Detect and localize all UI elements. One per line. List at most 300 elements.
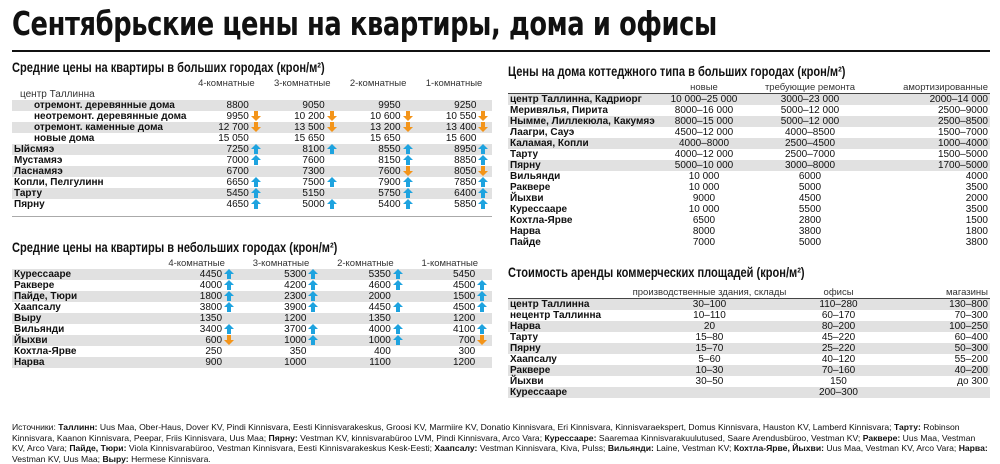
small_cities-cell-trend xyxy=(308,346,323,357)
big_cities-cell-value: 7850 xyxy=(454,177,477,188)
sources-label: Источники: xyxy=(12,422,56,432)
arrow-up-icon xyxy=(477,280,487,290)
commercial-cell-value: 130–800 xyxy=(889,299,990,311)
small_cities-cell-value: 4450 xyxy=(368,302,391,313)
small_cities-cell-value: 5300 xyxy=(239,269,309,280)
small_cities-cell-value: 350 xyxy=(289,346,307,357)
commercial-cell-value: 10–110 xyxy=(693,310,726,321)
small_cities-row xyxy=(12,335,492,346)
cottages-row xyxy=(508,160,990,171)
small_cities-cell-value: 1200 xyxy=(239,313,309,324)
cottages-header-row xyxy=(508,82,990,94)
cottages-panel xyxy=(508,64,990,248)
big_cities-cell-value: 7900 xyxy=(378,177,401,188)
cottages-cell-value: 4000–8000 xyxy=(658,138,750,149)
cottages-heading: Цены на дома коттеджного типа в больших городах (крон/м²) xyxy=(508,64,846,79)
arrow-down-icon xyxy=(477,335,487,345)
small_cities-cell-value: 4500 xyxy=(452,280,476,291)
big_cities-cell-value: 15 050 xyxy=(218,133,249,144)
big_cities-cell-value: 5750 xyxy=(340,188,402,199)
small_cities-cell-value: 5350 xyxy=(323,269,393,280)
big_cities-cell-value: 8050 xyxy=(416,166,478,177)
commercial-cell-value: 60–400 xyxy=(954,332,988,343)
commercial-row xyxy=(508,354,990,365)
commercial-row-name: Раквере xyxy=(508,365,631,376)
cottages-cell-value: 3000–8000 xyxy=(750,160,870,171)
small_cities-cell-value: 1000 xyxy=(323,335,393,346)
small_cities-cell-trend xyxy=(224,324,239,335)
cottages-cell-value: 5000–10 000 xyxy=(658,160,750,171)
small_cities-cell-trend xyxy=(308,324,323,335)
commercial-cell-value: 40–120 xyxy=(821,354,856,365)
commercial-cell-value: до 300 xyxy=(957,376,988,387)
sources-agencies: Uus Maa, Vestman KV, Arco Vara; xyxy=(826,443,957,453)
big_cities-cell-value: 7250 xyxy=(188,144,250,155)
big_cities-row-name: отремонт. каменные дома xyxy=(12,122,188,133)
commercial-row-name: нецентр Таллинна xyxy=(510,310,602,321)
cottages-row-name: Пярну xyxy=(508,160,658,171)
small_cities-cell-value: 400 xyxy=(374,346,391,357)
cottages-cell-value: 6500 xyxy=(692,215,716,226)
commercial-cell-value: 100–250 xyxy=(889,321,990,332)
cottages-cell-value: 4000–8500 xyxy=(784,127,836,138)
small_cities-row-name: Выру xyxy=(12,313,154,324)
small_cities-cell-trend xyxy=(224,313,239,324)
small_cities-cell-trend xyxy=(308,302,323,313)
cottages-row xyxy=(508,116,990,127)
commercial-cell-value: 80–200 xyxy=(788,321,888,332)
commercial-cell-value: 110–280 xyxy=(788,299,888,311)
small_cities-col-header: 2-комнатные xyxy=(337,258,394,269)
big_cities-cell-value: 6650 xyxy=(226,177,249,188)
commercial-cell-value: 45–220 xyxy=(821,332,856,343)
big_cities-cell-value: 13 500 xyxy=(264,122,326,133)
commercial-col-header: производственные здания, склады xyxy=(632,287,787,298)
commercial-row xyxy=(508,365,990,376)
cottages-row xyxy=(508,237,990,248)
big_cities-cell-value: 9050 xyxy=(264,100,326,111)
arrow-up-icon xyxy=(224,302,234,312)
small_cities-cell-trend xyxy=(393,269,408,280)
small_cities-row-name: Йыхви xyxy=(12,335,154,346)
sources-agencies: Vestman Kinnisvara, Kiva, Pulss; xyxy=(479,443,606,453)
sources-city: Выру: xyxy=(102,453,129,464)
cottages-cell-value: 10 000 xyxy=(688,204,720,215)
cottages-row xyxy=(508,127,990,138)
small_cities-cell-value: 1200 xyxy=(408,313,478,324)
big_cities-cell-value: 9250 xyxy=(416,100,478,111)
arrow-up-icon xyxy=(308,280,318,290)
arrow-up-icon xyxy=(308,269,318,279)
big-cities-heading: Средние цены на квартиры в больших городах (крон/м²) xyxy=(12,60,325,75)
arrow-up-icon xyxy=(308,324,318,334)
small_cities-row xyxy=(12,346,492,357)
small_cities-cell-value: 1000 xyxy=(239,357,309,368)
small_cities-cell-trend xyxy=(393,357,408,368)
commercial-cell-value: 10–30 xyxy=(631,365,789,376)
small_cities-cell-trend xyxy=(393,291,408,302)
small_cities-cell-value: 4450 xyxy=(154,269,224,280)
small_cities-cell-value: 3400 xyxy=(199,324,223,335)
cottages-row xyxy=(508,182,990,193)
cottages-cell-value: 2500–4500 xyxy=(750,138,870,149)
small_cities-row xyxy=(12,313,492,324)
commercial-row xyxy=(508,387,990,398)
small_cities-cell-value: 250 xyxy=(205,346,223,357)
sources-city: Кохтла-Ярве, Йыхви: xyxy=(733,443,824,453)
small_cities-cell-trend xyxy=(393,335,408,346)
arrow-up-icon xyxy=(308,302,318,312)
sources-agencies: Robinson Kinnisvara, Kaanon Kinnisvara, Peepar, Friis Kinnisvara, Uus Maa; xyxy=(12,422,960,443)
small_cities-cell-trend xyxy=(393,280,408,291)
small_cities-cell-trend xyxy=(224,357,239,368)
cottages-row xyxy=(508,204,990,215)
cottages-row-name: Раквере xyxy=(510,182,551,193)
cottages-row-name: Пайде xyxy=(510,237,541,248)
cottages-cell-value: 5500 xyxy=(798,204,822,215)
small_cities-row-name: Раквере xyxy=(14,280,55,291)
cottages-cell-value: 3800 xyxy=(965,237,988,248)
big_cities-cell-value: 8550 xyxy=(340,144,402,155)
small_cities-cell-value: 300 xyxy=(458,346,476,357)
cottages-cell-value: 8000–16 000 xyxy=(674,105,734,116)
sources-agencies: Uus Maa, Ober-Haus, Dover KV, Pindi Kinnisvara, Eesti Kinnisvarakeskus, Groosi KV, Marmiire KV, Donatio Kinnisvara, Eri Kinnisvara, Kinnisvaraekspert, Domus Kinnisvara, Hauston KV, Lamberd Kinnisvara; xyxy=(99,422,892,432)
small_cities-cell-trend xyxy=(477,269,492,280)
sources-agencies: Viola Kinnisvarabüroo, Vestman Kinnisvara, Eesti Kinnisvarakeskus Kesk-Eesti; xyxy=(128,443,432,453)
commercial-row xyxy=(508,310,990,321)
cottages-row-name: Кохтла-Ярве xyxy=(510,215,573,226)
arrow-up-icon xyxy=(393,335,403,345)
commercial-header-row xyxy=(508,287,990,299)
cottages-cell-value: 1500 xyxy=(965,215,988,226)
cottages-col-header: новые xyxy=(690,82,718,93)
cottages-cell-value: 3800 xyxy=(798,226,822,237)
arrow-up-icon xyxy=(477,291,487,301)
big_cities-cell-value: 7600 xyxy=(302,155,325,166)
big_cities-cell-value: 8100 xyxy=(264,144,326,155)
small_cities-cell-trend xyxy=(224,280,239,291)
big_cities-cell-value: 6700 xyxy=(188,166,250,177)
cottages-cell-value: 8000–15 000 xyxy=(658,116,750,127)
cottages-cell-value: 9000 xyxy=(692,193,716,204)
small_cities-col-header: 4-комнатные xyxy=(168,258,225,269)
small_cities-cell-trend xyxy=(308,291,323,302)
small_cities-cell-value: 4500 xyxy=(452,302,476,313)
small_cities-cell-trend xyxy=(393,313,408,324)
cottages-row xyxy=(508,193,990,204)
cottages-col-header: амортизированные xyxy=(903,82,988,93)
cottages-cell-value: 10 000 xyxy=(688,171,720,182)
cottages-row-name: центр Таллинна, Кадриорг xyxy=(508,94,658,106)
commercial-row xyxy=(508,376,990,387)
cottages-cell-value: 1500–5000 xyxy=(937,149,988,160)
small_cities-cell-value: 900 xyxy=(154,357,224,368)
small_cities-cell-trend xyxy=(477,291,492,302)
commercial-row-name: Курессааре xyxy=(508,387,631,398)
big_cities-cell-value: 5150 xyxy=(264,188,326,199)
cottages-cell-value: 5000 xyxy=(798,182,822,193)
commercial-cell-value xyxy=(631,387,789,398)
arrow-up-icon xyxy=(224,269,234,279)
small_cities-col-header: 3-комнатные xyxy=(252,258,310,269)
big_cities-cell-value: 5850 xyxy=(454,199,477,210)
small_cities-cell-value: 1200 xyxy=(408,357,478,368)
small_cities-row-name: Пайде, Тюри xyxy=(12,291,154,302)
cottages-cell-value: 1500–7000 xyxy=(937,127,988,138)
sources-city: Таллинн: xyxy=(58,422,98,432)
small_cities-cell-value: 4600 xyxy=(368,280,391,291)
small_cities-row xyxy=(12,269,492,280)
cottages-row-name: Тарту xyxy=(510,149,539,160)
small_cities-row xyxy=(12,291,492,302)
big_cities-cell-value: 10 550 xyxy=(445,111,477,122)
cottages-row-name: Меривялья, Пирита xyxy=(510,105,608,116)
commercial-cell-value: 50–300 xyxy=(889,343,990,354)
cottages-cell-value: 2800 xyxy=(798,215,822,226)
big_cities-cell-value: 13 400 xyxy=(416,122,478,133)
big_cities-cell-value: 7300 xyxy=(264,166,326,177)
cottages-cell-value: 3000–23 000 xyxy=(750,94,870,106)
cottages-row-name: Нымме, Лиллекюла, Какумяэ xyxy=(508,116,658,127)
small_cities-header-blank xyxy=(12,258,154,269)
sources-agencies: Vestman KV, kinnisvarabüroo LVM, Pindi Kinnisvara, Arco Vara; xyxy=(300,432,543,443)
small_cities-header-row xyxy=(12,258,492,269)
big_cities-row-name: Мустамяэ xyxy=(14,155,63,166)
sources-agencies: Uus Maa, Vestman KV, Arco Vara; xyxy=(12,432,976,453)
small_cities-row xyxy=(12,280,492,291)
small_cities-row-name: Хаапсалу xyxy=(14,302,61,313)
sources-agencies: Laine, Vestman KV; xyxy=(656,443,732,453)
big_cities-col-header: 3-комнатные xyxy=(273,78,331,89)
cottages-cell-value: 4500 xyxy=(798,193,822,204)
small_cities-cell-value: 1350 xyxy=(154,313,224,324)
cottages-cell-value: 10 000 xyxy=(688,182,720,193)
big-cities-frame xyxy=(12,76,492,217)
small_cities-cell-trend xyxy=(224,291,239,302)
small_cities-cell-value: 4100 xyxy=(452,324,476,335)
commercial-cell-value: 40–200 xyxy=(889,365,990,376)
small_cities-cell-trend xyxy=(477,302,492,313)
cottages-row xyxy=(508,171,990,182)
small_cities-cell-trend xyxy=(477,346,492,357)
cottages-row xyxy=(508,105,990,116)
arrow-down-icon xyxy=(224,335,234,345)
arrow-up-icon xyxy=(393,324,403,334)
sources-city: Раквере: xyxy=(862,432,901,443)
commercial-cell-value: 70–160 xyxy=(788,365,888,376)
big_cities-col-header: 2-комнатные xyxy=(349,78,407,89)
arrow-up-icon xyxy=(393,269,403,279)
cottages-row xyxy=(508,226,990,237)
commercial-row-name: центр Таллинна xyxy=(508,299,631,311)
cottages-cell-value: 8000 xyxy=(692,226,716,237)
small_cities-cell-value: 3700 xyxy=(284,324,307,335)
small-cities-table xyxy=(12,258,492,368)
commercial-cell-value: 30–100 xyxy=(631,299,789,311)
commercial-cell-value: 20 xyxy=(631,321,789,332)
big_cities-cell-value: 5000 xyxy=(302,199,325,210)
commercial-cell-value: 55–200 xyxy=(954,354,988,365)
arrow-up-icon xyxy=(224,280,234,290)
arrow-up-icon xyxy=(477,324,487,334)
cottages-cell-value: 4000 xyxy=(965,171,988,182)
cottages-cell-value: 1700–5000 xyxy=(870,160,990,171)
small_cities-cell-trend xyxy=(393,302,408,313)
sources-city: Тарту: xyxy=(893,422,921,432)
cottages-cell-value: 3500 xyxy=(965,182,988,193)
cottages-cell-value: 5000–12 000 xyxy=(750,116,870,127)
small_cities-cell-trend xyxy=(224,346,239,357)
arrow-up-icon xyxy=(477,302,487,312)
small_cities-cell-trend xyxy=(308,335,323,346)
cottages-col-header: требующие ремонта xyxy=(764,82,856,93)
big_cities-cell-value: 5400 xyxy=(378,199,401,210)
commercial-cell-value: 150 xyxy=(830,376,847,387)
small_cities-row xyxy=(12,324,492,335)
big_cities-row-name: Копли, Пелгулинн xyxy=(14,177,104,188)
small_cities-cell-trend xyxy=(477,357,492,368)
small_cities-cell-value: 1100 xyxy=(323,357,393,368)
cottages-row xyxy=(508,94,990,106)
commercial-row xyxy=(508,332,990,343)
commercial-col-header: магазины xyxy=(946,287,988,298)
small_cities-cell-value: 1500 xyxy=(408,291,478,302)
big_cities-cell-value: 6400 xyxy=(416,188,478,199)
big_cities-cell-value: 15 650 xyxy=(294,133,325,144)
cottages-cell-value: 2500–7000 xyxy=(784,149,836,160)
big_cities-row-name: Тарту xyxy=(12,188,188,199)
small_cities-cell-trend xyxy=(224,269,239,280)
commercial-cell-value: 15–80 xyxy=(695,332,724,343)
commercial-row-name: Йыхви xyxy=(510,376,544,387)
commercial-header-blank xyxy=(508,287,631,299)
cottages-cell-value: 4500–12 000 xyxy=(674,127,734,138)
small_cities-cell-value: 4200 xyxy=(284,280,307,291)
cottages-row xyxy=(508,138,990,149)
big_cities-cell-value: 15 650 xyxy=(369,133,401,144)
big_cities-row-name: неотремонт. деревянные дома xyxy=(34,111,187,122)
small_cities-cell-value: 700 xyxy=(408,335,478,346)
big_cities-cell-value: 10 600 xyxy=(369,111,401,122)
arrow-up-icon xyxy=(308,291,318,301)
cottages-row-name: Вильянди xyxy=(510,171,561,182)
cottages-row-name: Курессааре xyxy=(510,204,568,215)
sources-note xyxy=(12,422,990,464)
small-cities-panel xyxy=(12,240,492,368)
big_cities-cell-value: 12 700 xyxy=(188,122,250,133)
arrow-up-icon xyxy=(393,280,403,290)
commercial-cell-value: 70–300 xyxy=(954,310,988,321)
small_cities-cell-trend xyxy=(477,324,492,335)
small_cities-row-name: Нарва xyxy=(12,357,154,368)
small_cities-cell-trend xyxy=(393,324,408,335)
big_cities-cell-value: 7600 xyxy=(340,166,402,177)
cottages-cell-value: 3500 xyxy=(965,204,988,215)
commercial-row xyxy=(508,343,990,354)
small_cities-cell-trend xyxy=(224,302,239,313)
small_cities-cell-trend xyxy=(308,269,323,280)
big_cities-cell-value: 8150 xyxy=(378,155,401,166)
small_cities-cell-trend xyxy=(224,335,239,346)
big_cities-cell-value: 13 200 xyxy=(340,122,402,133)
commercial-cell-value: 25–220 xyxy=(788,343,888,354)
cottages-table xyxy=(508,82,990,248)
cottages-row-name: Лаагри, Сауэ xyxy=(510,127,575,138)
small_cities-row-name: Кохтла-Ярве xyxy=(14,346,77,357)
arrow-up-icon xyxy=(308,335,318,345)
cottages-cell-value: 10 000–25 000 xyxy=(658,94,750,106)
cottages-row-name: Каламая, Копли xyxy=(508,138,658,149)
small_cities-cell-value: 3800 xyxy=(199,302,223,313)
cottages-cell-value: 2500–9000 xyxy=(937,105,988,116)
cottages-cell-value: 2500–8500 xyxy=(870,116,990,127)
small_cities-cell-value: 3900 xyxy=(284,302,307,313)
big_cities-group-label: центр Таллинна xyxy=(20,89,95,100)
cottages-row-name: Нарва xyxy=(510,226,541,237)
big_cities-col-header: 4-комнатные xyxy=(198,78,255,89)
arrow-up-icon xyxy=(224,291,234,301)
cottages-cell-value: 1800 xyxy=(965,226,988,237)
cottages-row-name: Йыхви xyxy=(510,193,544,204)
commercial-row xyxy=(508,299,990,311)
commercial-cell-value: 60–170 xyxy=(821,310,856,321)
page-title: Сентябрьские цены на квартиры, дома и офисы xyxy=(12,4,717,43)
sources-agencies: Vestman KV, Uus Maa; xyxy=(12,453,101,464)
cottages-cell-value: 7000 xyxy=(692,237,716,248)
cottages-row xyxy=(508,149,990,160)
small_cities-cell-value: 1800 xyxy=(154,291,224,302)
commercial-cell-value: 5–60 xyxy=(698,354,721,365)
commercial-panel xyxy=(508,265,990,398)
cottages-cell-value: 1000–4000 xyxy=(870,138,990,149)
sources-city: Хаапсалу: xyxy=(434,443,478,453)
big_cities-cell-value: 9950 xyxy=(226,111,249,122)
arrow-up-icon xyxy=(393,302,403,312)
sources-city: Пайде, Тюри: xyxy=(69,443,127,453)
title-divider xyxy=(12,50,990,52)
commercial-table xyxy=(508,287,990,398)
small_cities-cell-trend xyxy=(308,313,323,324)
big_cities-col-header: 1-комнатные xyxy=(425,78,483,89)
sources-agencies: Hermese Kinnisvara. xyxy=(131,453,211,464)
commercial-row-name: Хаапсалу xyxy=(510,354,557,365)
commercial-row-name: Нарва xyxy=(508,321,631,332)
cottages-cell-value: 5000 xyxy=(798,237,822,248)
commercial-cell-value: 200–300 xyxy=(788,387,888,398)
big_cities-cell-value: 15 600 xyxy=(445,133,477,144)
small_cities-cell-trend xyxy=(308,357,323,368)
small_cities-row xyxy=(12,357,492,368)
small_cities-cell-value: 600 xyxy=(154,335,224,346)
sources-city: Пярну: xyxy=(268,432,298,443)
cottages-row xyxy=(508,215,990,226)
cottages-cell-value: 5000–12 000 xyxy=(780,105,840,116)
small_cities-col-header: 1-комнатные xyxy=(421,258,479,269)
arrow-up-icon xyxy=(224,324,234,334)
big_cities-cell-value: 4650 xyxy=(226,199,249,210)
commercial-row-name: Тарту xyxy=(510,332,539,343)
commercial-cell-value: 30–50 xyxy=(695,376,724,387)
cottages-cell-value: 2000 xyxy=(965,193,988,204)
sources-agencies: Saaremaa Kinnisvarakuulutused, Saare Arendusbüroo, Vestman KV; xyxy=(598,432,861,443)
big_cities-row-name: Ыйсмяэ xyxy=(12,144,188,155)
big_cities-cell-value: 7500 xyxy=(302,177,325,188)
commercial-row-name: Пярну xyxy=(508,343,631,354)
big_cities-row-name: Пярну xyxy=(14,199,45,210)
small_cities-cell-value: 2000 xyxy=(323,291,393,302)
small_cities-cell-trend xyxy=(308,280,323,291)
big_cities-cell-value: 8850 xyxy=(454,155,477,166)
